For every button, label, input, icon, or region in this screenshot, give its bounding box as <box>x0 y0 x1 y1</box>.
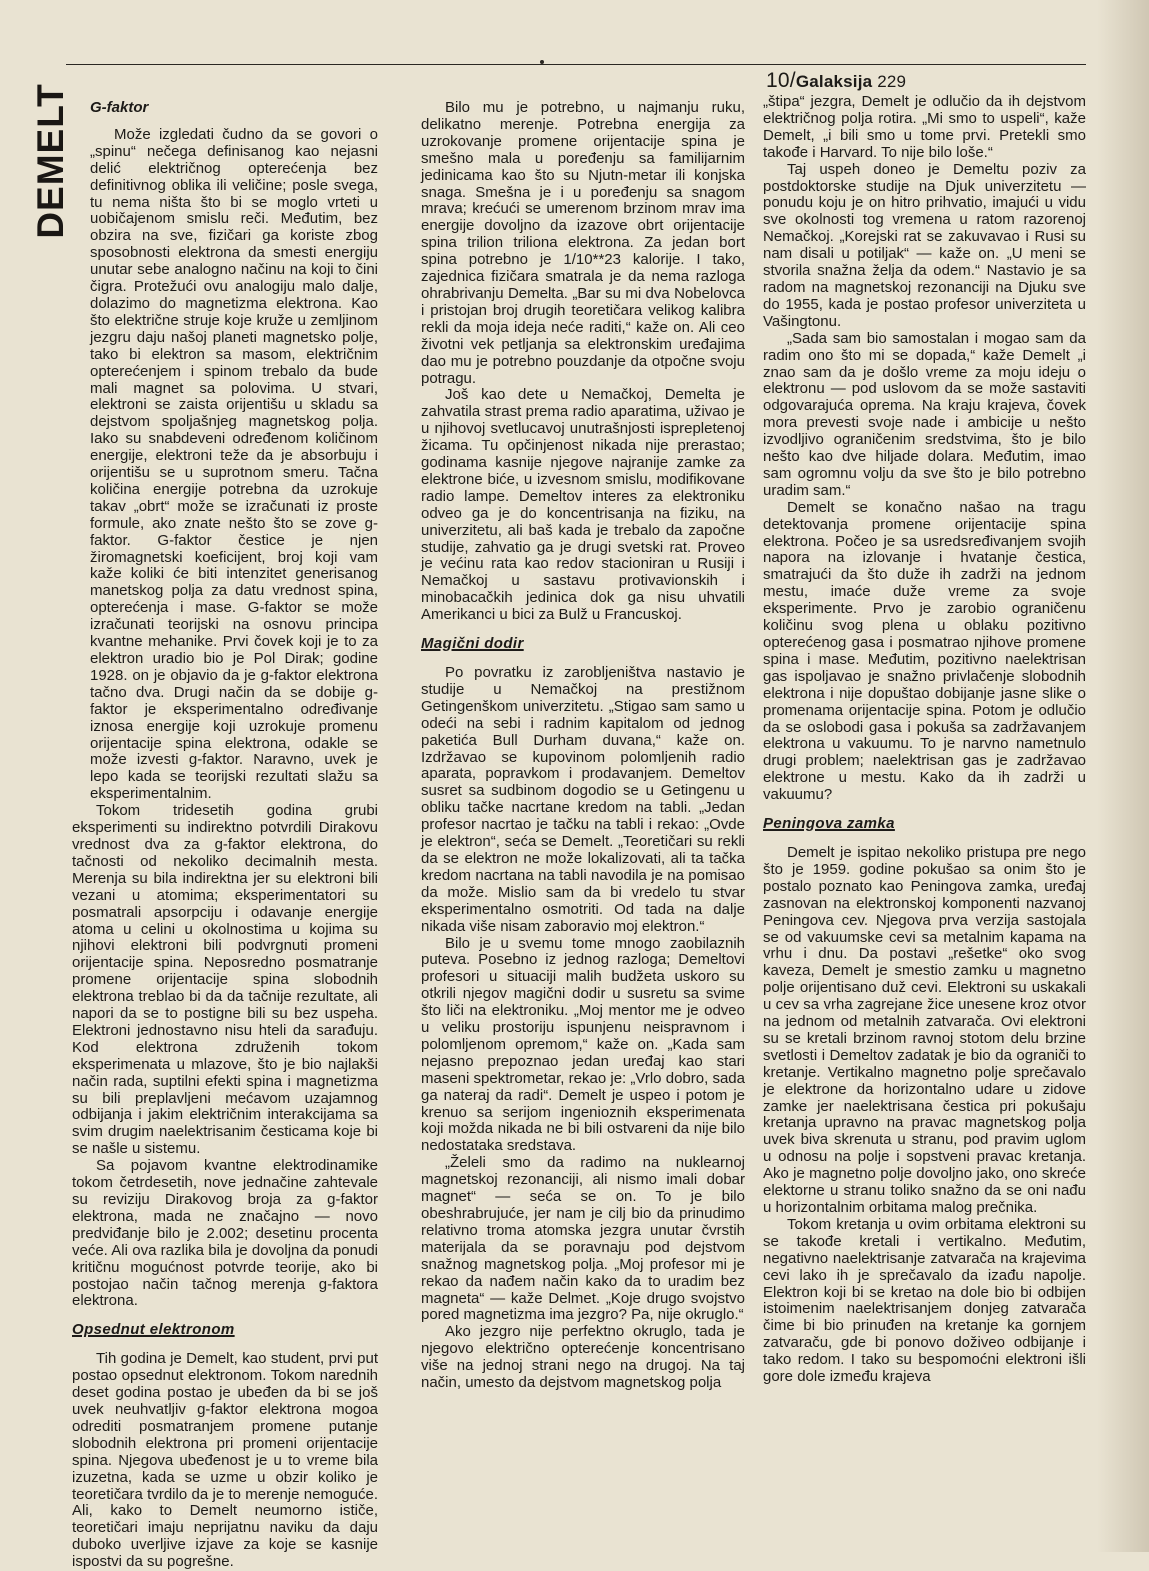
paragraph: Demelt se konačno našao na tragu detektovanja promene orijentacije spina elektrona. Počeo je sa usredsređivanjem svojih napora na izlovanje i hvatanje čestica, smatrajući da što duže ih zadrži na jednom mestu, imaće duže vreme za svoje eksperimente. Prvo je zarobio ograničenu količinu svog plena u oblaku pozitivno opterećenog gasa i posmatrao njihove promene spina i mase. Međutim, pozitivno naelektrisan gas ispoljavao je snažno privlačenje slobodnih elektrona i nije dopuštao dobijanje jasne slike o promenama orijentacije spina. Potom je odlučio da se oslobodi gasa i pokuša sa zadržavanjem elektrona u vakuumu. To je narvno nametnulo drugi problem; naelektrisan gas je zadržavao elektrone u mestu. Kako da ih zadrži u vakuumu? <box>763 498 1086 804</box>
paragraph: „štipa“ jezgra, Demelt je odlučio da ih dejstvom električnog polja rotira. „Mi smo to uspeli“, kaže Demelt, „i bili smo u tome prvi. Pretekli smo takođe i Harvard. To nije bilo loše.“ <box>763 93 1086 161</box>
paragraph: Po povratku iz zarobljeništva nastavio je studije u Nemačkoj na prestižnom Getingenškom univerzitetu. „Stigao sam samo u odeći na sebi i radnim kapitalom od jednog paketića Bull Durham duvana,“ kaže on. Izdržavao se kupovinom polomljenih radio aparata, popravkom i prodavanjem. Demeltov susret sa sudbinom dogodio se u Getingenu u obliku tačke nacrtane kredom na tabli. „Jedan profesor nacrtao je tačku na tabli i rekao: „Ovde je elektron“, seća se Demelt. „Teoretičari su rekli da se elektron ne može lokalizovati, ali ta tačka kredom nacrtana na tabli navodila je na pomisao da može. Mislio sam da bi vredelo tu stvar eksperimentalno osmotriti. Od tada na dalje nikada više nisam zaboravio moj elektron.“ <box>421 664 745 935</box>
section-title: Peningova zamka <box>763 815 895 833</box>
paragraph: Tokom kretanja u ovim orbitama elektroni su se takođe kretali i vertikalno. Međutim, negativno naelektrisanje zatvarača na krajevima cevi lako ih je sprečavalo da izađu napolje. Elektron koji bi se kretao na dole bio bi odbijen istoimenim naelektrisanjem donjeg zatvarača čime bi bio prinuđen na kretanje ka gornjem zatvaraču, gde bi ponovo doživeo odbijanje i tako redom. I tako su bespomoćni elektroni išli gore dole između krajeva <box>763 1215 1086 1386</box>
paragraph: Još kao dete u Nemačkoj, Demelta je zahvatila strast prema radio aparatima, uživao je u njihovoj svetlucavoj unutrašnjosti isprepletenoj žicama. Tu opčinjenost nikada nije prerastao; godinama kasnije njegove najranije zamke za elektrone biće, u izvesnom smislu, modifikovane radio lampe. Demeltov interes za elektroniku odveo ga je do koncentrisanja na fiziku, na univerzitetu, ali baš kada je trebalo da započne studije, zahvatio ga je drugi svetski rat. Proveo je većinu rata kao redov stacioniran u Rusiji i Nemačkoj u sastavu protivavionskih i minobacačkih jedinica dok ga nisu uhvatili Amerikanci u bici za Bulž u Francuskoj. <box>421 386 745 624</box>
issue-number: 229 <box>877 72 907 91</box>
lead-title: G-faktor <box>90 99 149 116</box>
paragraph: Može izgledati čudno da se govori o „spinu“ nečega definisanog kao nejasni delić električnog opterećenja bez definitivnog oblika ili veličine; posle svega, tu nema ništa što bi se moglo vrteti u uobičajenom smislu reči. Međutim, bez obzira na sve, fizičari ga koriste zbog sposobnosti elektrona da smesti energiju unutar sebe analogno načinu na koji to čini čigra. Protežući ovu analogiju malo dalje, dolazimo do magnetizma elektrona. Kao što električne struje koje kruže u zemljinom jezgru daju našoj planeti magnetsko polje, tako bi elektron sa masom, električnim opterećenjem i spinom trebalo da bude mali magnet sa polovima. U stvari, elektroni se zaista orijentišu u skladu sa dejstvom spoljašnjeg magnetskog polja. Iako su snabdeveni određenom količinom energije, elektroni teže da je absorbuju i orijentišu se u suprotnom smeru. Tačna količina energije potrebna da uzrokuje takav „obrt“ može se izračunati iz proste formule, ako znate nešto što se zove g-faktor. G-faktor čestice je njen žiromagnetski koeficijent, broj koji vam kaže koliki će biti intenzitet generisanog manetskog polja za datu vrednost spina, opterećenja i mase. G-faktor se može izračunati teorijski na osnovu principa kvantne mehanike. Prvi čovek koji je to za elektron uradio bio je Pol Dirak; godine 1928. on je objavio da je g-faktor elektrona tačno dva. Drugi način da se dobije g-faktor je eksperimentalno određivanje iznosa energije koji uzrokuje promenu orijentacije spina elektrona, odakle se može izvesti g-faktor. Naravno, uvek je lepo kada se teorijski rezultati slažu sa eksperimentalnim. <box>90 125 378 803</box>
page-edge-shadow <box>1097 0 1149 1552</box>
column-3 <box>763 94 1086 1386</box>
paragraph: Sa pojavom kvantne elektrodinamike tokom četrdesetih, nove jednačine zahtevale su reviziju Dirakovog broja za g-faktor elektrona, mada ne značajno — novo predviđanje bilo je 2.002; desetinu procenta veće. Ali ova razlika bila je dovoljna da ponudi kritičnu mogućnost potvrde teorije, ako bi postojao način tačnog merenja g-faktora elektrona. <box>72 1157 378 1310</box>
paragraph: Bilo mu je potrebno, u najmanju ruku, delikatno merenje. Potrebna energija za uzrokovanje promene orijentacije spina je smešno mala u poređenju sa familijarnim jedinicama kao što su Njutn-metar ili konjska snaga. Smešna je i u poređenju sa snagom mrava; krećući se umerenom brzinom mrav ima energije dovoljno da izazove obrt orijentacije spina trilion triliona elektrona. Za jedan bort spina potrebno je 1/10**23 kalorije. I tako, zajednica fizičara smatrala je da nema razloga ohrabrivanju Demelta. „Bar su mi dva Nobelovca i pristojan broj drugih teoretičara velikog kalibra rekli da moja ideja neće raditi,“ kaže on. Ali ceo životni vek petljanja sa elektronskim uređajima dao mu je potrebno pouzdanje da otpočne svoju potragu. <box>421 99 745 387</box>
section-title: Opsednut elektronom <box>72 1321 235 1339</box>
paragraph: Ako jezgro nije perfektno okruglo, tada je njegovo električno opterećenje koncentrisano više na jednoj strani nego na drugoj. Na taj način, umesto da dejstvom magnetskog polja <box>421 1323 745 1392</box>
page-number: 10 <box>766 69 790 92</box>
page-header: 10/Galaksija 229 <box>766 69 907 92</box>
paragraph: Tih godina je Demelt, kao student, prvi put postao opsednut elektronom. Tokom narednih deset godina postao je ubeđen da bi se još uvek neuhvatljiv g-faktor elektrona mogoa odrediti posmatranjem promene putanje slobodnih elektrona pri promeni orijentacije spina. Njegova ubeđenost je u to vreme bila izuzetna, kada se uzme u obzir koliko je teoretičara tvrdilo da je to merenje nemoguće. Ali, kako to Demelt neumorno ističe, teoretičari imaju neprijatnu naviku da daju duboko uverljive izjave za koje se kasnije ispostvi da su pogrešne. <box>72 1350 378 1571</box>
column-2 <box>421 100 745 1392</box>
top-rule <box>66 64 1086 65</box>
paragraph: Demelt je ispitao nekoliko pristupa pre nego što je 1959. godine pokušao sa onim što je postalo poznato kao Peningova zamka, uređaj zasnovan na elektronskoj komponenti nazvanoj Peningova cev. Njegova prva verzija sastojala se od vakuumske cevi sa metalnim kapama na vrhu i dnu. Da postavi „rešetke“ oko svog kaveza, Demelt je smestio zamku u magnetno polje orijentisano duž cevi. Elektroni su uskakali u cev sa vrha zagrejane žice unesene kroz otvor na jednom od metalnih zatvarača. Ovi elektroni su se kretali brzinom ravnoj stotom delu brzine svetlosti i Demeltov zadatak je bio da ograniči to kretanje. Vertikalno magnetno polje sprečavalo je elektrone da horizontalno udare u zidove zamke jer naelektrisana čestica pri pokušaju kretanja upravno na pravac magnetskog polja uvek biva skrenuta u stranu, pod pravim uglom u odnosu na polje i sopstveni pravac kretanja. Ako je magnetno polje dovoljno jako, ono skreće elektorne u stranu toliko snažno da se oni nađu u horizontalnim orbitama malog prečnika. <box>763 843 1086 1216</box>
magazine-name: Galaksija <box>795 72 873 91</box>
paragraph: Bilo je u svemu tome mnogo zaobilaznih puteva. Posebno iz jednog razloga; Demeltovi profesori u situaciji malih budžeta uskoro su otkrili njegov magični dodir u susretu sa svime što liči na elektroniku. „Moj mentor me je odveo u veliku prostoriju ispunjenu neispravnom i polomljenom opremom,“ kaže on. „Kada sam nejasno prepoznao jedan uređaj kao stari maseni spektrometar, rekao je: „Vrlo dobro, sada ga nateraj da radi“. Demelt je uspeo i potom je krenuo sa serijom ingenioznih eksperimenata koji možda nikada ne bi bili ostvareni da nije bilo nedostataka sredstava. <box>421 934 745 1155</box>
paragraph: Taj uspeh doneo je Demeltu poziv za postdoktorske studije na Djuk univerzitetu — ponudu koju je on hitro prihvatio, imajući u vidu sve okolnosti tog vremena u ratom razorenoj Nemačkoj. „Korejski rat se zakuvavao i Rusi su nam disali u potiljak“ — kaže on. „U meni se stvorila snažna želja da odem.“ Nastavio je sa radom na magnetskoj rezonanciji na Djuku sve do 1955, kada je postao profesor univerziteta u Vašingtonu. <box>763 160 1086 330</box>
paragraph: Tokom tridesetih godina grubi eksperimenti su indirektno potvrdili Dirakovu vrednost dva za g-faktor elektrona, do tačnosti od nekoliko decimalnih mesta. Merenja su bila indirektna jer su elektroni bili vezani u atomima; eksperimentatori su posmatrali apsorpciju i odavanje energije atoma u celini u okolnostima u kojima su njihovi elektroni bili podvrgnuti promeni orijentacije spina. Neposredno posmatranje promene orijentacije spina slobodnih elektrona treblao bi da da tačnije rezultate, ali napori da se to postigne bili su bez uspeha. Elektroni jednostavno nisu hteli da sarađuju. Kod elektrona združenih tokom eksperimenata u mlazove, što je bio najlakši način rada, suptilni efekti spina i magnetizma su bili preplavljeni mećavom uzajamnog odbijanja i jakim električnim interakcijama sa svim drugim naelektrisanim česticama koje bi se našle u sistemu. <box>72 802 378 1158</box>
top-rule-dot <box>540 60 544 64</box>
paragraph: „Sada sam bio samostalan i mogao sam da radim ono što mi se dopada,“ kaže Demelt „i znao sam da je došlo vreme za moju ideju o elektronu — pod uslovom da se može sastaviti odgovarajuća oprema. Na kraju krajeva, čovek mora prevesti svoje nade i ambicije u nešto izvodljivo ograničenim sredstvima, što je bilo nešto kao dve hiljade dolara. Međutim, imao sam ogromnu volju da sve što je bilo potrebno uradim sam.“ <box>763 329 1086 499</box>
vertical-logo: DEMELT <box>30 83 71 239</box>
section-title: Magični dodir <box>421 635 524 653</box>
paragraph: „Želeli smo da radimo na nuklearnoj magnetskoj rezonanciji, ali nismo imali dobar magnet“ — seća se on. To je bilo obeshrabrujuće, jer nam je cilj bio da prinudimo relativno troma atomska jezgra unutar čvrstih materijala da se poravnaju pod dejstvom snažnog magnetskog polja. „Moj profesor mi je rekao da nađem način kako da to uradim bez magneta“ — kaže Delmet. „Koje drugo svojstvo pored magnetizma ima jezgro? Pa, nije okruglo.“ <box>421 1154 745 1324</box>
column-1 <box>72 100 378 1571</box>
